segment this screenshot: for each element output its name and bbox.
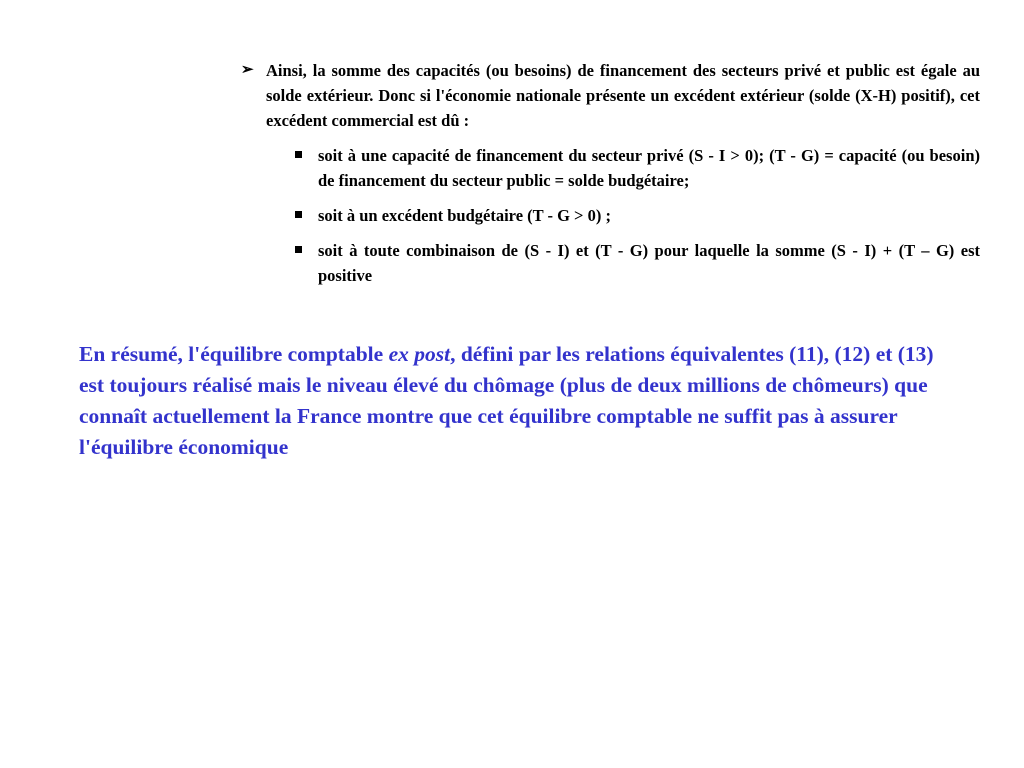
bullet-block bbox=[240, 58, 980, 288]
sub-bullet-item bbox=[292, 143, 980, 193]
square-bullet-icon bbox=[295, 211, 302, 218]
sub-bullet-list bbox=[240, 143, 980, 288]
sub-bullet-item bbox=[292, 203, 980, 228]
summary-paragraph bbox=[79, 339, 959, 463]
main-bullet-item bbox=[240, 58, 980, 133]
sub-bullet-item bbox=[292, 238, 980, 288]
sub-bullet-text: soit à un excédent budgétaire (T - G > 0) ; bbox=[318, 206, 611, 225]
summary-text-part2: , défini par les relations équivalentes (11), (12) et (13) est toujours réalisé mais le niveau élevé du chômage (plus de deux millions de chômeurs) que connaît actuellement la France montre que cet équilibre comptable ne suffit pas à assurer l'équilibre économique bbox=[79, 342, 934, 459]
square-bullet-icon bbox=[295, 246, 302, 253]
arrow-bullet-icon: ➢ bbox=[241, 62, 254, 78]
main-bullet-text: Ainsi, la somme des capacités (ou besoins) de financement des secteurs privé et public est égale au solde extérieur. Donc si l'économie nationale présente un excédent extérieur (solde (X-H) positif), cet excédent commercial est dû : bbox=[266, 61, 980, 130]
summary-italic-term: ex post bbox=[388, 342, 451, 366]
summary-text-part1: En résumé, l'équilibre comptable bbox=[79, 342, 389, 366]
sub-bullet-text: soit à une capacité de financement du secteur privé (S - I > 0); (T - G) = capacité (ou besoin) de financement du secteur public = solde budgétaire; bbox=[318, 146, 980, 190]
sub-bullet-text: soit à toute combinaison de (S - I) et (T - G) pour laquelle la somme (S - I) + (T – G) est positive bbox=[318, 241, 980, 285]
square-bullet-icon bbox=[295, 151, 302, 158]
